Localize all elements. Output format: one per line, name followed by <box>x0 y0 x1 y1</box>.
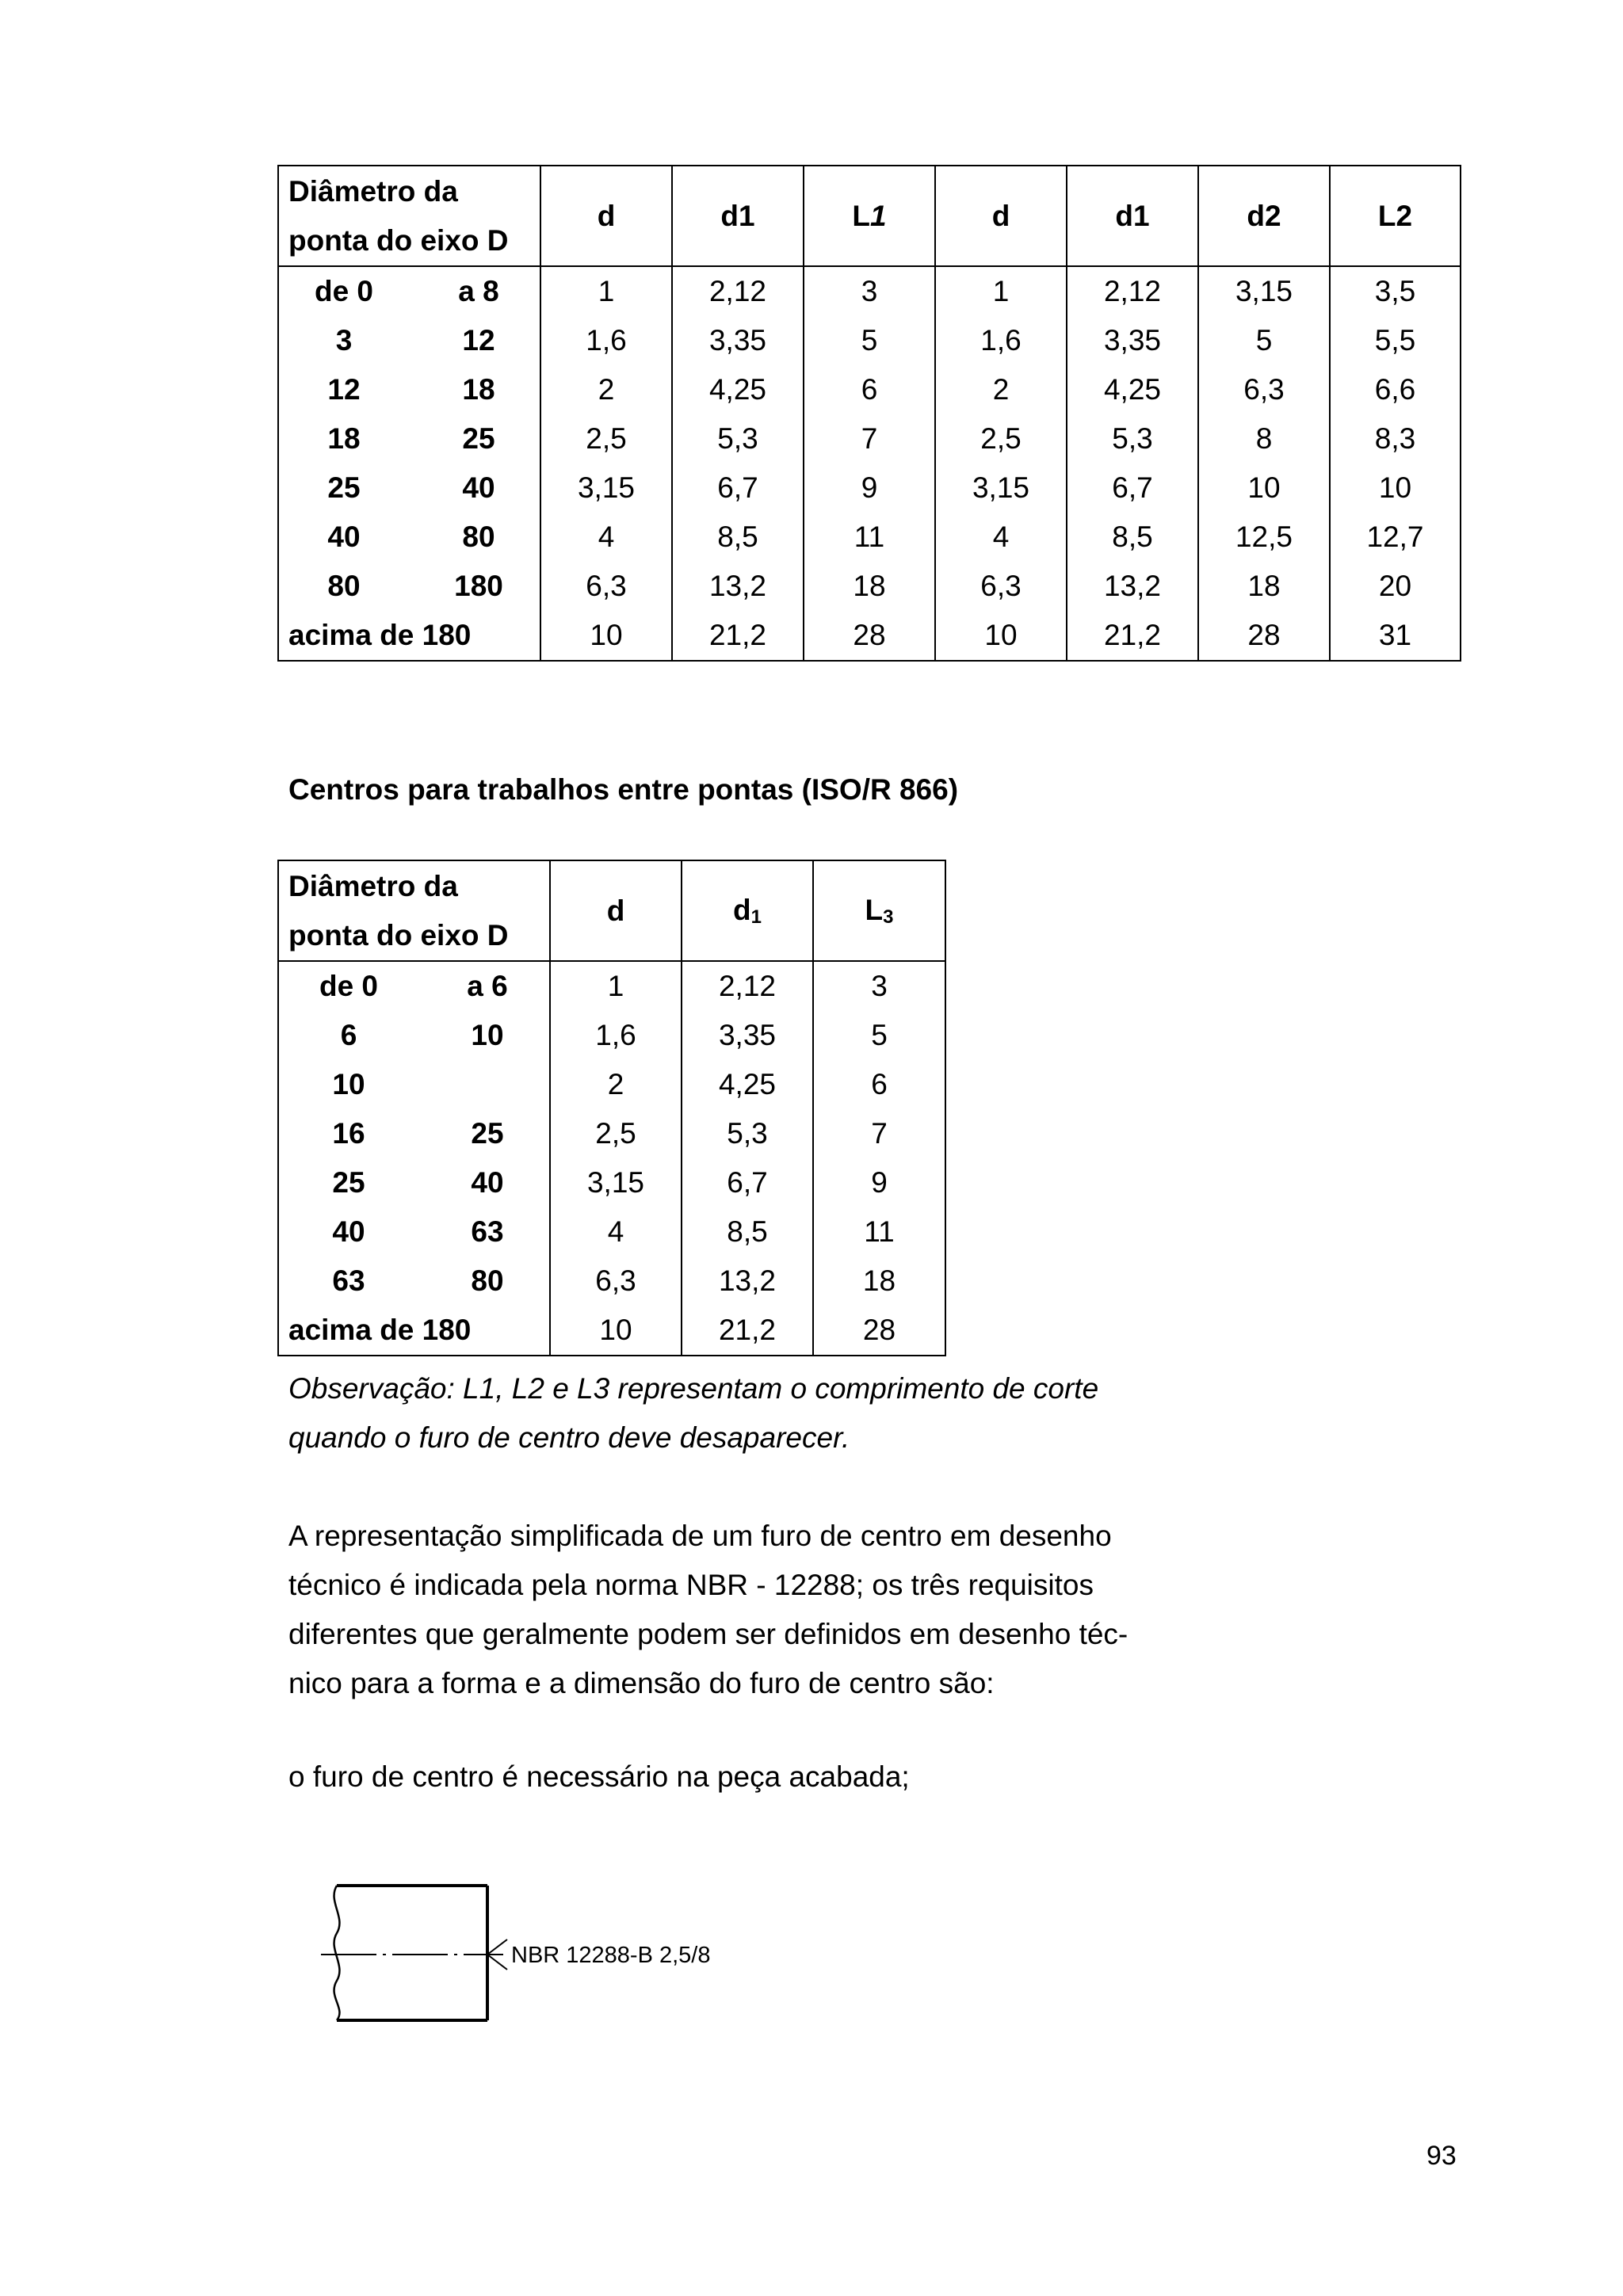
value-cell: 4,25 <box>1067 365 1198 414</box>
diameter-range-cell <box>278 1306 550 1356</box>
value-cell: 6,7 <box>682 1158 813 1207</box>
center-hole-table-1 <box>277 165 1461 662</box>
range-from: 6 <box>340 1019 357 1051</box>
diameter-range-cell <box>278 1109 550 1158</box>
value-cell: 7 <box>813 1109 945 1158</box>
value-cell: 3 <box>804 266 935 316</box>
table-row <box>278 1257 945 1306</box>
value-cell: 3,5 <box>1330 266 1461 316</box>
diameter-range-cell <box>278 611 540 661</box>
value-cell: 8,5 <box>682 1207 813 1257</box>
value-cell: 9 <box>804 463 935 513</box>
diameter-range-cell <box>278 414 540 463</box>
value-cell: 6 <box>804 365 935 414</box>
value-cell: 6,3 <box>1198 365 1330 414</box>
range-to: 18 <box>462 373 495 406</box>
value-cell: 5,5 <box>1330 316 1461 365</box>
range-from: 25 <box>327 471 361 504</box>
value-cell: 2,12 <box>1067 266 1198 316</box>
value-cell: 2,5 <box>550 1109 682 1158</box>
value-cell: 7 <box>804 414 935 463</box>
range-from: 40 <box>327 521 361 553</box>
value-cell: 2,5 <box>540 414 672 463</box>
range-to: a 6 <box>467 970 508 1002</box>
table-row <box>278 266 1461 316</box>
paragraph-line: nico para a forma e a dimensão do furo de centro são: <box>288 1667 995 1699</box>
value-cell: 12,5 <box>1198 513 1330 562</box>
range-to: 12 <box>462 324 495 357</box>
range-label: acima de 180 <box>288 1314 472 1346</box>
value-cell: 18 <box>804 562 935 611</box>
range-to: a 8 <box>458 275 499 307</box>
diameter-range-cell <box>278 961 550 1011</box>
header-diameter-line1: Diâmetro da <box>288 869 458 902</box>
value-cell: 2,12 <box>672 266 804 316</box>
value-cell: 8,5 <box>672 513 804 562</box>
range-from: 12 <box>327 373 361 406</box>
table-row <box>278 1011 945 1060</box>
paragraph-line: técnico é indicada pela norma NBR - 12288; os três requisitos <box>288 1569 1094 1601</box>
value-cell: 21,2 <box>682 1306 813 1356</box>
header-diameter-line2: ponta do eixo D <box>288 918 509 952</box>
value-cell: 2 <box>540 365 672 414</box>
value-cell: 13,2 <box>1067 562 1198 611</box>
header-d2: d2 <box>1198 166 1330 266</box>
table-row <box>278 1207 945 1257</box>
value-cell: 1 <box>935 266 1067 316</box>
table-row <box>278 611 1461 661</box>
value-cell: 5 <box>1198 316 1330 365</box>
table-row <box>278 1306 945 1356</box>
value-cell: 1 <box>550 961 682 1011</box>
value-cell: 3,35 <box>1067 316 1198 365</box>
value-cell: 6,7 <box>1067 463 1198 513</box>
table-row <box>278 365 1461 414</box>
value-cell: 6,3 <box>550 1257 682 1306</box>
value-cell: 4 <box>935 513 1067 562</box>
value-cell: 5,3 <box>672 414 804 463</box>
range-to: 40 <box>462 471 495 504</box>
value-cell: 6,7 <box>672 463 804 513</box>
header-diameter <box>278 860 550 961</box>
diameter-range-cell <box>278 1207 550 1257</box>
value-cell: 10 <box>550 1306 682 1356</box>
header-d1-sub: 1 <box>750 906 762 928</box>
diameter-range-cell <box>278 266 540 316</box>
range-from: 40 <box>332 1215 365 1248</box>
diameter-range-cell <box>278 562 540 611</box>
observation-note <box>288 1364 1098 1463</box>
header-l3-sub: 3 <box>883 906 894 928</box>
range-to: 180 <box>454 570 503 602</box>
value-cell: 2 <box>550 1060 682 1109</box>
table-row <box>278 562 1461 611</box>
header-d: d <box>550 860 682 961</box>
diameter-range-cell <box>278 1011 550 1060</box>
range-from: 18 <box>327 422 361 455</box>
table-row <box>278 316 1461 365</box>
value-cell: 28 <box>804 611 935 661</box>
table-row <box>278 463 1461 513</box>
value-cell: 11 <box>813 1207 945 1257</box>
value-cell: 1 <box>540 266 672 316</box>
diameter-range-cell <box>278 513 540 562</box>
range-to: 40 <box>471 1166 504 1199</box>
value-cell: 10 <box>935 611 1067 661</box>
header-d1-main: d <box>733 893 751 926</box>
value-cell: 10 <box>540 611 672 661</box>
value-cell: 4,25 <box>672 365 804 414</box>
header-d1 <box>682 860 813 961</box>
center-hole-designation: NBR 12288-B 2,5/8 <box>511 1943 711 1968</box>
value-cell: 18 <box>1198 562 1330 611</box>
range-to: 80 <box>462 521 495 553</box>
break-line <box>334 1886 340 2020</box>
paragraph-line: diferentes que geralmente podem ser definidos em desenho téc- <box>288 1618 1128 1650</box>
range-from: 10 <box>332 1068 365 1100</box>
value-cell: 5,3 <box>682 1109 813 1158</box>
value-cell: 3,15 <box>1198 266 1330 316</box>
range-from: 63 <box>332 1264 365 1297</box>
value-cell: 1,6 <box>540 316 672 365</box>
center-hole-drawing <box>313 1870 757 2028</box>
value-cell: 4 <box>540 513 672 562</box>
value-cell: 18 <box>813 1257 945 1306</box>
header-d: d <box>540 166 672 266</box>
diameter-range-cell <box>278 365 540 414</box>
range-from: 16 <box>332 1117 365 1150</box>
value-cell: 4,25 <box>682 1060 813 1109</box>
table-row <box>278 1060 945 1109</box>
header-d: d <box>935 166 1067 266</box>
value-cell: 1,6 <box>935 316 1067 365</box>
value-cell: 5 <box>813 1011 945 1060</box>
table-row <box>278 414 1461 463</box>
range-to: 10 <box>471 1019 504 1051</box>
value-cell: 5 <box>804 316 935 365</box>
center-hole-table-2 <box>277 860 946 1356</box>
range-to: 25 <box>471 1117 504 1150</box>
header-diameter <box>278 166 540 266</box>
value-cell: 8 <box>1198 414 1330 463</box>
value-cell: 3,15 <box>540 463 672 513</box>
value-cell: 12,7 <box>1330 513 1461 562</box>
table-header-row <box>278 166 1461 266</box>
value-cell: 31 <box>1330 611 1461 661</box>
value-cell: 8,3 <box>1330 414 1461 463</box>
paragraph-line: A representação simplificada de um furo de centro em desenho <box>288 1520 1112 1552</box>
value-cell: 3,15 <box>935 463 1067 513</box>
observation-line: Observação: L1, L2 e L3 representam o comprimento de corte <box>288 1372 1099 1405</box>
range-to: 63 <box>471 1215 504 1248</box>
range-to: 25 <box>462 422 495 455</box>
table-row <box>278 1158 945 1207</box>
table-row <box>278 513 1461 562</box>
value-cell: 28 <box>813 1306 945 1356</box>
range-from: de 0 <box>319 970 379 1002</box>
value-cell: 21,2 <box>1067 611 1198 661</box>
table-row <box>278 961 945 1011</box>
header-d1: d1 <box>1067 166 1198 266</box>
value-cell: 8,5 <box>1067 513 1198 562</box>
table-header-row <box>278 860 945 961</box>
value-cell: 2 <box>935 365 1067 414</box>
value-cell: 11 <box>804 513 935 562</box>
range-from: 80 <box>327 570 361 602</box>
value-cell: 3,15 <box>550 1158 682 1207</box>
header-d1: d1 <box>672 166 804 266</box>
diameter-range-cell <box>278 463 540 513</box>
header-l3 <box>813 860 945 961</box>
value-cell: 1,6 <box>550 1011 682 1060</box>
value-cell: 20 <box>1330 562 1461 611</box>
header-diameter-line1: Diâmetro da <box>288 174 458 208</box>
requirement-text: o furo de centro é necessário na peça acabada; <box>288 1760 910 1793</box>
value-cell: 6,3 <box>540 562 672 611</box>
value-cell: 9 <box>813 1158 945 1207</box>
value-cell: 5,3 <box>1067 414 1198 463</box>
value-cell: 2,5 <box>935 414 1067 463</box>
value-cell: 3,35 <box>682 1011 813 1060</box>
header-l3-main: L <box>865 893 884 926</box>
value-cell: 13,2 <box>682 1257 813 1306</box>
value-cell: 4 <box>550 1207 682 1257</box>
value-cell: 28 <box>1198 611 1330 661</box>
table-row <box>278 1109 945 1158</box>
header-l2: L2 <box>1330 166 1461 266</box>
section-heading: Centros para trabalhos entre pontas (ISO/R 866) <box>288 773 959 806</box>
body-paragraph <box>288 1512 1128 1708</box>
range-from: 3 <box>335 324 353 357</box>
observation-line: quando o furo de centro deve desaparecer. <box>288 1421 850 1454</box>
value-cell: 2,12 <box>682 961 813 1011</box>
value-cell: 13,2 <box>672 562 804 611</box>
range-from: 25 <box>332 1166 365 1199</box>
diameter-range-cell <box>278 1158 550 1207</box>
value-cell: 6,6 <box>1330 365 1461 414</box>
value-cell: 6,3 <box>935 562 1067 611</box>
diameter-range-cell <box>278 1060 550 1109</box>
header-diameter-line2: ponta do eixo D <box>288 223 509 257</box>
header-l1: L1 <box>804 166 935 266</box>
page-number: 93 <box>1426 2141 1457 2171</box>
diameter-range-cell <box>278 316 540 365</box>
value-cell: 3 <box>813 961 945 1011</box>
value-cell: 10 <box>1330 463 1461 513</box>
range-label: acima de 180 <box>288 619 472 651</box>
diameter-range-cell <box>278 1257 550 1306</box>
range-to: 80 <box>471 1264 504 1297</box>
value-cell: 10 <box>1198 463 1330 513</box>
value-cell: 6 <box>813 1060 945 1109</box>
value-cell: 3,35 <box>672 316 804 365</box>
value-cell: 21,2 <box>672 611 804 661</box>
range-from: de 0 <box>314 275 374 307</box>
